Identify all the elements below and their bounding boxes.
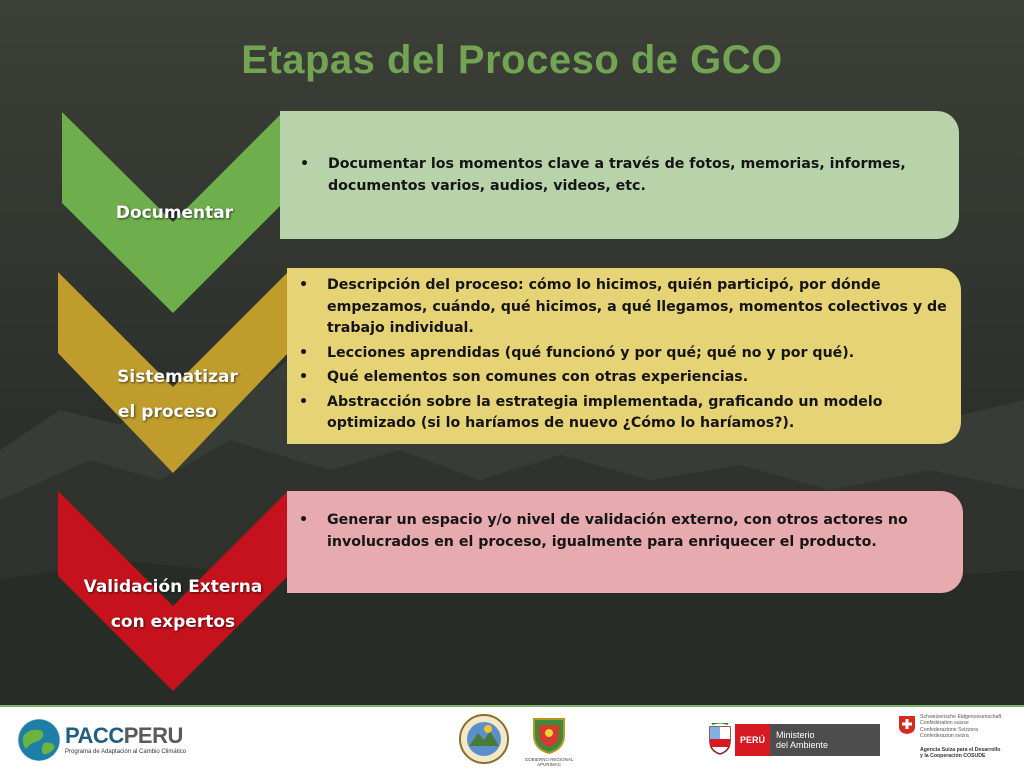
stage-3-label [63,570,283,640]
swiss-line-1: Schweizerische Eidgenossenschaft [920,714,1002,720]
stage-2-bullet-list [287,275,951,435]
bullet-item [287,343,951,365]
swiss-agency-line-2: y la Cooperación COSUDE [920,753,986,760]
pacc-globe-icon [16,717,62,763]
bullet-item [287,275,951,340]
slide-title: Etapas del Proceso de GCO [241,38,783,82]
swiss-line-3: Confederazione Svizzera [920,726,978,733]
swiss-line-2: Confédération suisse [920,720,969,727]
bullet-lead: Generar un espacio y/o nivel de validación externo, [327,512,739,528]
pacc-name-a: PACC [65,723,124,748]
stage-2-label-line-1: Sistematizar [117,367,238,387]
bullet-text: Lecciones aprendidas (qué funcionó y por qué; qué no y por qué). [327,344,855,361]
stage-2-description-box [287,268,961,444]
stage-1-label [92,203,257,223]
pacc-subtitle: Programa de Adaptación al Cambio Climático [65,749,187,755]
bullet-item [287,510,953,553]
swiss-cross-icon [898,715,916,735]
stage-3-label-line-1: Validación Externa [83,577,263,597]
stage-3-label-line-2: con expertos [110,612,236,632]
stage-1-bullet-list [288,154,939,197]
stage-1-label-line: Documentar [115,203,234,223]
ministerio-ambiente-logo [735,724,880,756]
ministerio-line-1: Ministerio [776,730,815,740]
peru-coat-of-arms-icon [708,723,732,755]
stage-3-description-box [287,491,963,593]
swiss-cooperation-text [920,714,1020,760]
bullet-text: Abstracción sobre la estrategia implementada, graficando un modelo optimizado (si lo haríamos de nuevo ¿Cómo lo haríamos?). [327,393,883,431]
stage-1-description-box [280,111,959,239]
swiss-line-4: Confederaziun svizra [920,732,969,739]
ministerio-line-2: del Ambiente [776,740,829,750]
bullet-lead: Documentar [328,156,426,172]
bullet-text: los momentos clave a través de fotos, memorias, informes, documentos varios, audios, videos, etc. [328,156,906,194]
cusco-seal-icon [458,713,510,765]
stage-3-bullet-list [287,510,953,553]
swiss-agency-line-1: Agencia Suiza para el Desarrollo [920,747,1001,754]
bullet-text: con otros actores no involucrados en el proceso, igualmente para enriquecer el producto. [327,512,908,550]
pacc-peru-logo-text [65,723,183,749]
apurimac-shield-icon [530,713,568,755]
stage-2-label [95,360,260,430]
bullet-text: Qué elementos son comunes con otras experiencias. [327,369,749,385]
logo-footer [0,705,1024,768]
bullet-text: Descripción del proceso: cómo lo hicimos, quién participó, por dónde empezamos, cuándo, qué hicimos, a qué llegamos, momentos colectivos y de trabajo individual. [327,277,947,336]
pacc-name-b: PERU [123,723,183,748]
bullet-item [287,367,951,389]
bullet-item [288,154,939,197]
apurimac-caption: GOBIERNO REGIONAL APURIMAC [524,757,574,767]
bullet-item [287,392,951,435]
stage-2-label-line-2: el proceso [118,402,217,422]
peru-label: PERÚ [735,724,770,756]
ministerio-label [770,724,880,756]
